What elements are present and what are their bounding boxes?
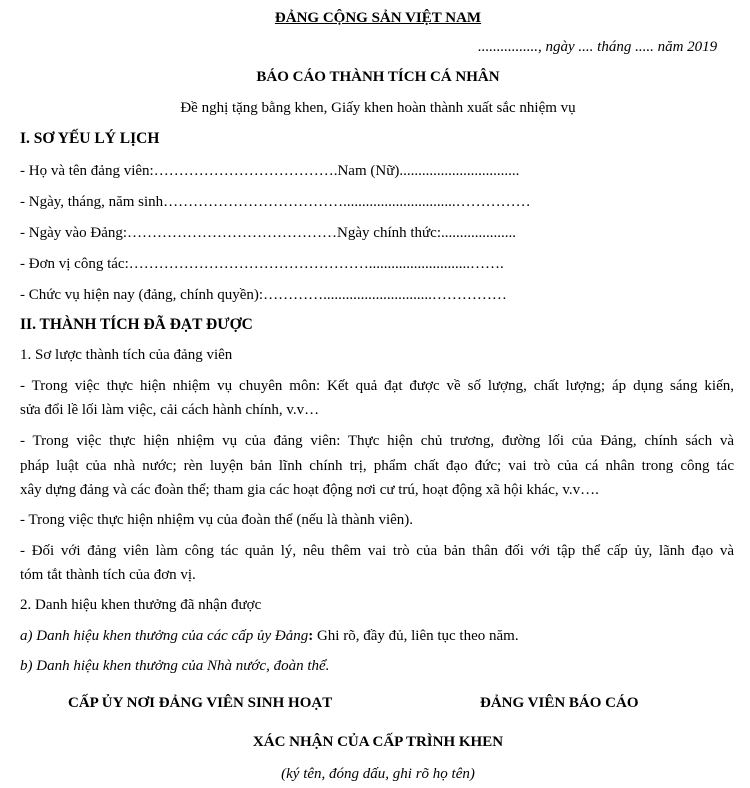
paragraph-management-line-2: tóm tắt thành tích của đơn vị. [20, 567, 196, 583]
award-item-a-text: Ghi rõ, đầy đủ, liên tục theo năm. [313, 628, 519, 644]
award-item-a-label: a) Danh hiệu khen thưởng của các cấp ủy Đảng [20, 628, 309, 644]
party-name-heading: ĐẢNG CỘNG SẢN VIỆT NAM [274, 10, 482, 26]
paragraph-management-line-1: - Đối với đảng viên làm công tác quản lý, nêu thêm vai trò của bản thân đối với tập thể cấp ủy, lãnh đạo và [20, 543, 734, 559]
signature-party-committee: CẤP ỦY NƠI ĐẢNG VIÊN SINH HOẠT [68, 695, 333, 711]
field-party-join-date: - Ngày vào Đảng:……………………………………Ngày chính thức:.................... [20, 225, 516, 241]
field-current-position: - Chức vụ hiện nay (đảng, chính quyền):………….............................…………… [20, 287, 507, 303]
paragraph-party-duty-line-3: xây dựng đảng và các đoàn thể; tham gia các hoạt động nơi cư trú, hoạt động xã hội khác, v.v…. [20, 482, 599, 498]
award-item-b: b) Danh hiệu khen thưởng của Nhà nước, đoàn thể. [20, 658, 330, 674]
field-work-unit: - Đơn vị công tác:…………………………………………...........................……. [20, 256, 504, 272]
report-title: BÁO CÁO THÀNH TÍCH CÁ NHÂN [256, 69, 500, 85]
paragraph-professional-line-2: sửa đổi lề lối làm việc, cải cách hành chính, v.v… [20, 402, 320, 418]
award-item-a-colon: : [308, 628, 314, 644]
award-item-a [20, 627, 519, 645]
section-2-heading: II. THÀNH TÍCH ĐÃ ĐẠT ĐƯỢC [20, 316, 253, 333]
paragraph-party-duty-line-2: pháp luật của nhà nước; rèn luyện bản lĩnh chính trị, phẩm chất đạo đức; vai trò của cá nhân trong công tác [20, 458, 734, 474]
date-line: ................, ngày .... tháng ..... năm 2019 [478, 39, 718, 55]
signature-member-report: ĐẢNG VIÊN BÁO CÁO [480, 695, 639, 711]
confirmation-heading: XÁC NHẬN CỦA CẤP TRÌNH KHEN [252, 734, 504, 750]
document-page [20, 0, 736, 788]
field-full-name: - Họ và tên đảng viên:……………………………….Nam (Nữ)................................ [20, 163, 520, 179]
section-1-heading: I. SƠ YẾU LÝ LỊCH [20, 130, 160, 147]
subsection-2-title: 2. Danh hiệu khen thưởng đã nhận được [20, 597, 262, 613]
subsection-1-title: 1. Sơ lược thành tích của đảng viên [20, 347, 233, 363]
report-subtitle: Đề nghị tặng bằng khen, Giấy khen hoàn thành xuất sắc nhiệm vụ [180, 100, 576, 116]
paragraph-professional-line-1: - Trong việc thực hiện nhiệm vụ chuyên môn: Kết quả đạt được về số lượng, chất lượng; áp dụng sáng kiến, [20, 378, 734, 394]
field-birth-date: - Ngày, tháng, năm sinh………………………………..............................…………… [20, 194, 531, 210]
paragraph-party-duty-line-1: - Trong việc thực hiện nhiệm vụ của đảng viên: Thực hiện chủ trương, đường lối của Đảng, chính sách và [20, 433, 734, 449]
paragraph-union-duty: - Trong việc thực hiện nhiệm vụ của đoàn thể (nếu là thành viên). [20, 512, 414, 528]
signature-note: (ký tên, đóng dấu, ghi rõ họ tên) [281, 766, 475, 782]
